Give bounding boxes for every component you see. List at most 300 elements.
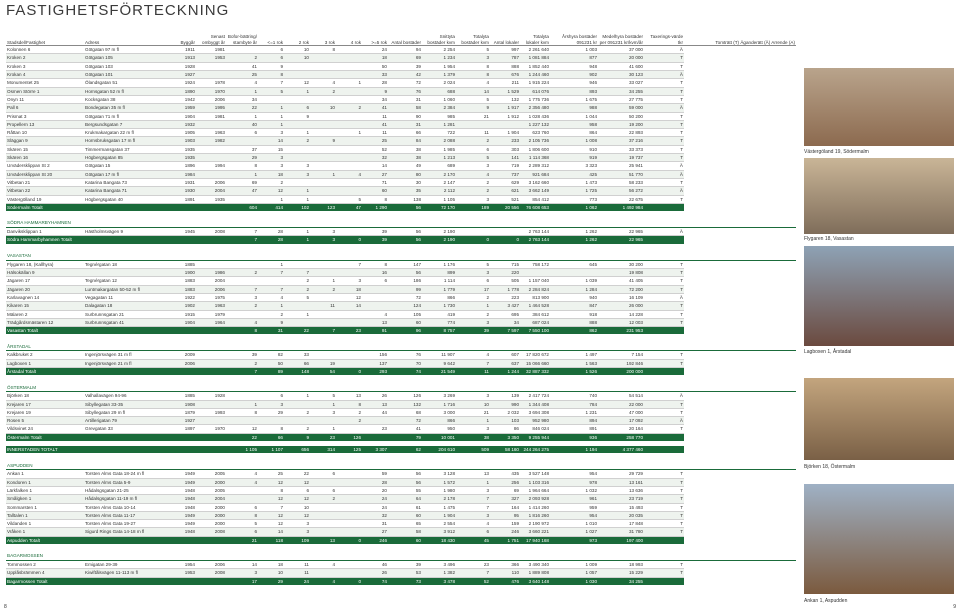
- table-cell: 13: [362, 400, 388, 408]
- table-cell: T: [644, 425, 684, 433]
- table-row: [6, 569, 796, 577]
- table-cell: Södermalm Totalt: [6, 203, 84, 211]
- table-cell: 1 954: [422, 62, 456, 70]
- table-cell: 950: [422, 425, 456, 433]
- table-cell: 27: [362, 528, 388, 536]
- table-cell: Lärkfalken 1: [6, 486, 84, 494]
- table-row: [6, 145, 796, 153]
- table-cell: 204 610: [422, 446, 456, 453]
- table-cell: 28: [362, 79, 388, 87]
- column-header: Årshyra bostäder 091231 kr: [550, 34, 598, 46]
- table-cell: 33 373: [598, 145, 644, 153]
- table-cell: 18 993: [598, 561, 644, 569]
- table-cell: 11: [284, 569, 310, 577]
- table-cell: 3: [310, 236, 336, 244]
- table-cell: 52: [362, 145, 388, 153]
- table-cell: 2004: [196, 495, 226, 503]
- table-cell: 2006: [196, 178, 226, 186]
- table-cell: [644, 446, 684, 453]
- table-cell: Sigurd Rings Gata 14-18 m fl: [84, 528, 166, 536]
- table-cell: 846 024: [520, 425, 550, 433]
- table-cell: T: [644, 495, 684, 503]
- table-cell: T: [644, 520, 684, 528]
- table-cell: [196, 536, 226, 544]
- table-cell: 39: [388, 561, 422, 569]
- building-photo: [804, 484, 954, 594]
- table-cell: [336, 528, 362, 536]
- table-cell: 614 076: [520, 87, 550, 95]
- table-cell: Vasastan Totalt: [6, 327, 84, 335]
- table-cell: 22: [284, 327, 310, 335]
- table-cell: 14: [226, 561, 258, 569]
- column-header: Tomträtt (T) Äganderätt (Ä) Arrende (A): [684, 34, 796, 46]
- table-cell: 22 965: [598, 228, 644, 236]
- table-cell: 56: [388, 236, 422, 244]
- table-cell: 6: [284, 486, 310, 494]
- table-cell: 7: [258, 79, 284, 87]
- table-cell: 1: [284, 310, 310, 318]
- table-cell: 45: [456, 536, 490, 544]
- table-cell: 24: [284, 577, 310, 585]
- table-cell: 6: [258, 54, 284, 62]
- table-cell: T: [644, 269, 684, 277]
- table-row: [6, 503, 796, 511]
- table-cell: [196, 170, 226, 178]
- table-cell: [644, 203, 684, 211]
- table-cell: 1981: [196, 112, 226, 120]
- table-cell: 52: [456, 577, 490, 585]
- table-cell: 2: [456, 137, 490, 145]
- column-header: Snittyta bostäder kvm: [422, 34, 456, 46]
- table-cell: 13 161: [598, 478, 644, 486]
- table-cell: 5: [226, 520, 258, 528]
- table-row: [6, 359, 796, 367]
- table-cell: [310, 71, 336, 79]
- table-cell: 3: [284, 520, 310, 528]
- table-cell: 919: [550, 154, 598, 162]
- table-cell: 126: [336, 433, 362, 441]
- table-cell: 1: [310, 277, 336, 285]
- table-cell: 2005: [196, 470, 226, 478]
- table-cell: 985: [422, 112, 456, 120]
- table-row: [6, 46, 796, 54]
- table-cell: 22 675: [598, 195, 644, 203]
- table-cell: 1 009: [550, 561, 598, 569]
- table-cell: 41: [362, 104, 388, 112]
- table-cell: 1 725: [550, 187, 598, 195]
- table-cell: [336, 269, 362, 277]
- table-cell: [362, 417, 388, 425]
- table-cell: 877: [550, 54, 598, 62]
- table-cell: 19 808: [598, 269, 644, 277]
- table-cell: 1879: [166, 408, 196, 416]
- table-cell: 6: [258, 392, 284, 400]
- table-cell: Jägaren 20: [6, 285, 84, 293]
- table-cell: 3: [456, 318, 490, 326]
- table-cell: [284, 154, 310, 162]
- table-cell: 11: [310, 302, 336, 310]
- table-cell: Katarina Bangata 73: [84, 178, 166, 186]
- table-cell: 10: [284, 46, 310, 54]
- table-cell: 148: [284, 367, 310, 375]
- table-cell: 899: [422, 269, 456, 277]
- table-cell: [226, 486, 258, 494]
- table-cell: 1964: [196, 318, 226, 326]
- table-cell: 137: [362, 359, 388, 367]
- table-cell: 3: [284, 528, 310, 536]
- table-cell: 23: [310, 433, 336, 441]
- page-number-right: 9: [953, 604, 956, 610]
- table-cell: Krejaren 17: [6, 400, 84, 408]
- table-cell: 1949: [166, 478, 196, 486]
- table-cell: 5: [456, 95, 490, 103]
- table-cell: T: [644, 62, 684, 70]
- table-cell: [336, 87, 362, 95]
- table-cell: 8: [258, 486, 284, 494]
- table-cell: 9: [362, 87, 388, 95]
- table-cell: 13: [336, 392, 362, 400]
- photo-column: [804, 22, 960, 613]
- section-total-row: [6, 236, 796, 244]
- table-cell: 1891: [166, 195, 196, 203]
- table-cell: [196, 446, 226, 453]
- table-cell: 1885: [166, 392, 196, 400]
- table-cell: Götgatan 71 m fl: [84, 112, 166, 120]
- column-header: Bofor-bättring/ stambyte år: [227, 34, 257, 45]
- table-cell: [284, 400, 310, 408]
- table-cell: 1922: [166, 293, 196, 301]
- table-cell: [490, 228, 520, 236]
- table-cell: 1: [258, 104, 284, 112]
- table-cell: 604: [226, 203, 258, 211]
- table-cell: 132: [388, 400, 422, 408]
- table-cell: 14: [336, 302, 362, 310]
- table-cell: 21: [456, 112, 490, 120]
- table-cell: 37 000: [598, 46, 644, 54]
- section-title-row: [6, 458, 796, 470]
- table-cell: 64: [388, 495, 422, 503]
- table-cell: 2: [226, 359, 258, 367]
- table-cell: 7: [456, 495, 490, 503]
- table-cell: T: [644, 129, 684, 137]
- table-cell: 12: [226, 425, 258, 433]
- table-cell: 621: [490, 187, 520, 195]
- table-cell: 1: [226, 87, 258, 95]
- table-cell: 38: [388, 145, 422, 153]
- table-cell: [336, 154, 362, 162]
- table-cell: 3 660 221: [520, 528, 550, 536]
- table-row: [6, 293, 796, 301]
- table-cell: 20 164: [598, 425, 644, 433]
- table-cell: 58 160: [490, 446, 520, 453]
- spacer-row: [6, 585, 796, 590]
- table-cell: 55: [388, 486, 422, 494]
- table-cell: [166, 433, 196, 441]
- table-cell: 2005: [196, 486, 226, 494]
- table-cell: 3: [456, 162, 490, 170]
- table-cell: 3: [456, 511, 490, 519]
- table-cell: 2: [226, 269, 258, 277]
- table-cell: 1 492 984: [598, 203, 644, 211]
- table-cell: 2000: [196, 511, 226, 519]
- table-cell: 21: [226, 536, 258, 544]
- table-cell: 1: [456, 417, 490, 425]
- table-cell: [336, 112, 362, 120]
- table-cell: 95: [490, 511, 520, 519]
- table-cell: 9 255 944: [520, 433, 550, 441]
- table-cell: 29: [258, 408, 284, 416]
- table-cell: [310, 520, 336, 528]
- table-cell: 1: [310, 170, 336, 178]
- section-title-row: [6, 249, 796, 261]
- table-cell: 10: [258, 569, 284, 577]
- table-cell: Prismat 3: [6, 112, 84, 120]
- table-cell: 918: [550, 310, 598, 318]
- table-cell: 12: [258, 495, 284, 503]
- table-cell: T: [644, 486, 684, 494]
- table-cell: 66: [388, 129, 422, 137]
- table-cell: 8: [310, 46, 336, 54]
- table-cell: 246: [490, 528, 520, 536]
- table-cell: 13 636: [598, 486, 644, 494]
- table-cell: 20 000: [598, 54, 644, 62]
- table-cell: T: [644, 511, 684, 519]
- table-cell: 2 261 640: [520, 46, 550, 54]
- table-cell: [258, 95, 284, 103]
- table-cell: 1 194: [550, 446, 598, 453]
- table-cell: 8: [226, 327, 258, 335]
- table-cell: 1948: [166, 495, 196, 503]
- table-cell: 21 549: [422, 367, 456, 375]
- table-cell: Luntmakargatan 50-52 m fl: [84, 285, 166, 293]
- table-cell: 1: [336, 79, 362, 87]
- table-cell: 1 904: [422, 511, 456, 519]
- table-cell: 3: [258, 154, 284, 162]
- table-cell: 954: [550, 511, 598, 519]
- table-cell: [362, 293, 388, 301]
- table-cell: Kroken 2: [6, 54, 84, 62]
- table-cell: [84, 536, 166, 544]
- table-cell: Rosen 5: [6, 417, 84, 425]
- table-cell: 1948: [166, 486, 196, 494]
- table-cell: 2 178: [422, 495, 456, 503]
- table-cell: 2 105 736: [520, 137, 550, 145]
- table-cell: 1 062: [550, 203, 598, 211]
- table-cell: 2: [336, 408, 362, 416]
- table-cell: 147: [388, 260, 422, 268]
- table-cell: 1 980: [422, 486, 456, 494]
- table-cell: 888: [490, 62, 520, 70]
- table-cell: 126: [388, 392, 422, 400]
- table-cell: 9: [310, 137, 336, 145]
- table-cell: 41: [226, 62, 258, 70]
- table-cell: 5: [456, 154, 490, 162]
- table-row: [6, 351, 796, 359]
- table-cell: 103: [490, 417, 520, 425]
- table-cell: [336, 228, 362, 236]
- table-cell: 211: [490, 79, 520, 87]
- table-cell: 84: [388, 137, 422, 145]
- table-cell: 18: [362, 54, 388, 62]
- table-cell: 39: [456, 327, 490, 335]
- table-cell: [84, 367, 166, 375]
- table-cell: 31: [388, 95, 422, 103]
- table-cell: 3 307: [362, 446, 388, 453]
- table-cell: Onyn 11: [6, 95, 84, 103]
- table-cell: Götgatan 101: [84, 71, 166, 79]
- table-row: [6, 561, 796, 569]
- table-cell: [310, 120, 336, 128]
- table-row: [6, 408, 796, 416]
- table-cell: Artillerigatan 79: [84, 417, 166, 425]
- table-cell: 2: [310, 87, 336, 95]
- table-cell: 244 264 275: [520, 446, 550, 453]
- table-cell: 1 964 664: [520, 486, 550, 494]
- table-cell: 1 473: [550, 178, 598, 186]
- table-cell: [336, 62, 362, 70]
- table-cell: 2 554: [422, 520, 456, 528]
- table-cell: 3 128: [422, 470, 456, 478]
- table-cell: 30 123: [598, 71, 644, 79]
- table-cell: 1970: [196, 87, 226, 95]
- table-cell: 4: [456, 520, 490, 528]
- table-row: [6, 520, 796, 528]
- table-cell: 28: [362, 478, 388, 486]
- table-cell: 3: [336, 277, 362, 285]
- table-cell: 1: [258, 195, 284, 203]
- table-cell: 2000: [196, 503, 226, 511]
- table-cell: Ä: [644, 46, 684, 54]
- section-title: ÖSTERMALM: [6, 380, 796, 392]
- table-cell: 18: [258, 170, 284, 178]
- table-cell: 138: [388, 195, 422, 203]
- table-cell: 7: [456, 569, 490, 577]
- table-cell: 1994: [196, 162, 226, 170]
- table-cell: T: [644, 277, 684, 285]
- table-cell: T: [644, 112, 684, 120]
- table-cell: 27 775: [598, 95, 644, 103]
- page-number-left: 8: [4, 604, 7, 610]
- table-cell: [310, 260, 336, 268]
- table-cell: 223: [490, 293, 520, 301]
- table-cell: 17: [456, 285, 490, 293]
- table-cell: T: [644, 178, 684, 186]
- table-cell: 813 900: [520, 293, 550, 301]
- table-cell: 2009: [166, 351, 196, 359]
- table-cell: T: [644, 154, 684, 162]
- table-cell: 50: [362, 62, 388, 70]
- table-cell: 656: [284, 446, 310, 453]
- table-row: [6, 195, 796, 203]
- table-cell: 629: [490, 178, 520, 186]
- table-cell: 34 255: [598, 577, 644, 585]
- table-cell: 0: [490, 236, 520, 244]
- table-cell: 784: [550, 400, 598, 408]
- table-cell: 688: [422, 87, 456, 95]
- building-photo: [804, 378, 954, 460]
- table-cell: 509: [456, 446, 490, 453]
- table-cell: 3 162 660: [520, 178, 550, 186]
- table-cell: 435: [490, 470, 520, 478]
- table-cell: 6: [310, 486, 336, 494]
- table-cell: [196, 367, 226, 375]
- table-cell: [226, 310, 258, 318]
- table-cell: 862: [550, 327, 598, 335]
- table-cell: [310, 569, 336, 577]
- table-cell: Sommarsten 1: [6, 503, 84, 511]
- table-cell: 2: [258, 178, 284, 186]
- table-cell: 23: [456, 561, 490, 569]
- table-cell: T: [644, 120, 684, 128]
- table-cell: 7 550 100: [520, 327, 550, 335]
- table-cell: 8: [362, 260, 388, 268]
- table-cell: [166, 367, 196, 375]
- table-cell: 7: [258, 285, 284, 293]
- table-cell: Surbrunnsgatan 21: [84, 310, 166, 318]
- table-row: [6, 178, 796, 186]
- table-cell: [336, 495, 362, 503]
- table-cell: 1 779: [422, 285, 456, 293]
- table-cell: 1 027: [550, 528, 598, 536]
- table-cell: 29 729: [598, 470, 644, 478]
- table-cell: 2 763 144: [520, 228, 550, 236]
- table-cell: 28: [258, 228, 284, 236]
- table-cell: T: [644, 561, 684, 569]
- property-table-area: [6, 34, 796, 590]
- table-cell: 910: [550, 145, 598, 153]
- table-cell: 1 262: [550, 236, 598, 244]
- table-cell: 4: [362, 310, 388, 318]
- table-cell: [284, 95, 310, 103]
- table-cell: T: [644, 54, 684, 62]
- table-cell: 66: [258, 433, 284, 441]
- table-cell: T: [644, 470, 684, 478]
- table-cell: Östermalm Totalt: [6, 433, 84, 441]
- table-cell: 1928: [196, 392, 226, 400]
- table-cell: 1 028 436: [520, 112, 550, 120]
- table-cell: 7: [226, 285, 258, 293]
- table-cell: 118: [258, 536, 284, 544]
- table-cell: 1981: [196, 46, 226, 54]
- table-cell: 6: [456, 277, 490, 285]
- table-cell: 56: [388, 470, 422, 478]
- table-cell: 39: [226, 351, 258, 359]
- page-title: FASTIGHETSFÖRTECKNING: [6, 2, 230, 19]
- table-cell: T: [644, 351, 684, 359]
- table-cell: 14: [258, 528, 284, 536]
- table-cell: 1: [258, 120, 284, 128]
- table-cell: 1 529: [490, 87, 520, 95]
- table-cell: 20 556: [490, 203, 520, 211]
- table-cell: [336, 478, 362, 486]
- table-cell: [196, 145, 226, 153]
- table-cell: 0: [336, 536, 362, 544]
- table-cell: 12 003: [598, 318, 644, 326]
- table-cell: 30 200: [598, 260, 644, 268]
- table-cell: 8: [226, 408, 258, 416]
- table-cell: [644, 236, 684, 244]
- table-cell: [490, 120, 520, 128]
- table-cell: [84, 269, 166, 277]
- table-row: [6, 528, 796, 536]
- table-cell: 58: [388, 104, 422, 112]
- table-cell: 17 940 168: [520, 536, 550, 544]
- table-cell: [336, 95, 362, 103]
- table-cell: [284, 71, 310, 79]
- table-cell: 69: [388, 54, 422, 62]
- table-cell: 1935: [166, 145, 196, 153]
- table-cell: 1931: [166, 178, 196, 186]
